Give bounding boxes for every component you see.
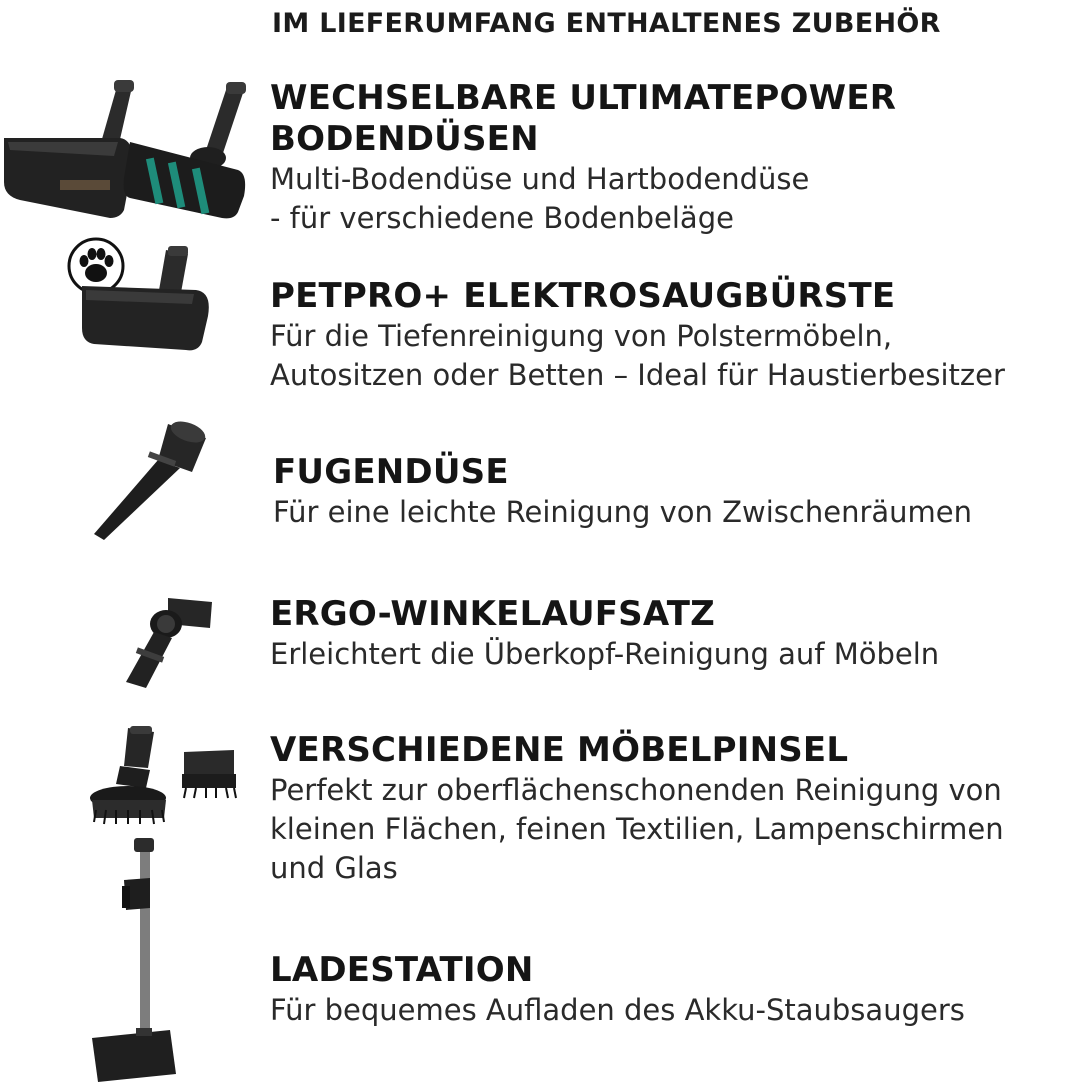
crevice-nozzle-icon (88, 416, 218, 546)
item-description: Erleichtert die Überkopf-Reinigung auf Möbeln (270, 637, 940, 671)
item-title: LADESTATION (270, 950, 534, 990)
item-description: Für die Tiefenreinigung von Polstermöbeln, Autositzen oder Betten – Ideal für Haustierbesitzer (270, 319, 1005, 392)
pet-brush-icon (76, 246, 236, 356)
item-description: Perfekt zur oberflächenschonenden Reinigung von kleinen Flächen, feinen Textilien, Lampenschirmen und Glas (270, 773, 1004, 885)
charging-station-icon (84, 838, 184, 1083)
item-description: Für eine leichte Reinigung von Zwischenräumen (273, 495, 972, 529)
angle-adapter-icon (118, 594, 218, 694)
item-title: FUGENDÜSE (273, 452, 509, 492)
item-description: Für bequemes Aufladen des Akku-Staubsaugers (270, 993, 965, 1027)
item-title: WECHSELBARE ULTIMATEPOWER BODENDÜSEN (270, 78, 897, 159)
furniture-brushes-icon (88, 726, 248, 826)
item-description: Multi-Bodendüse und Hartbodendüse - für verschiedene Bodenbeläge (270, 162, 810, 235)
item-title: VERSCHIEDENE MÖBELPINSEL (270, 730, 849, 770)
page-title: IM LIEFERUMFANG ENTHALTENES ZUBEHÖR (272, 8, 941, 39)
item-title: PETPRO+ ELEKTROSAUGBÜRSTE (270, 276, 896, 316)
item-title: ERGO-WINKELAUFSATZ (270, 594, 715, 634)
floor-nozzles-icon (0, 78, 250, 223)
